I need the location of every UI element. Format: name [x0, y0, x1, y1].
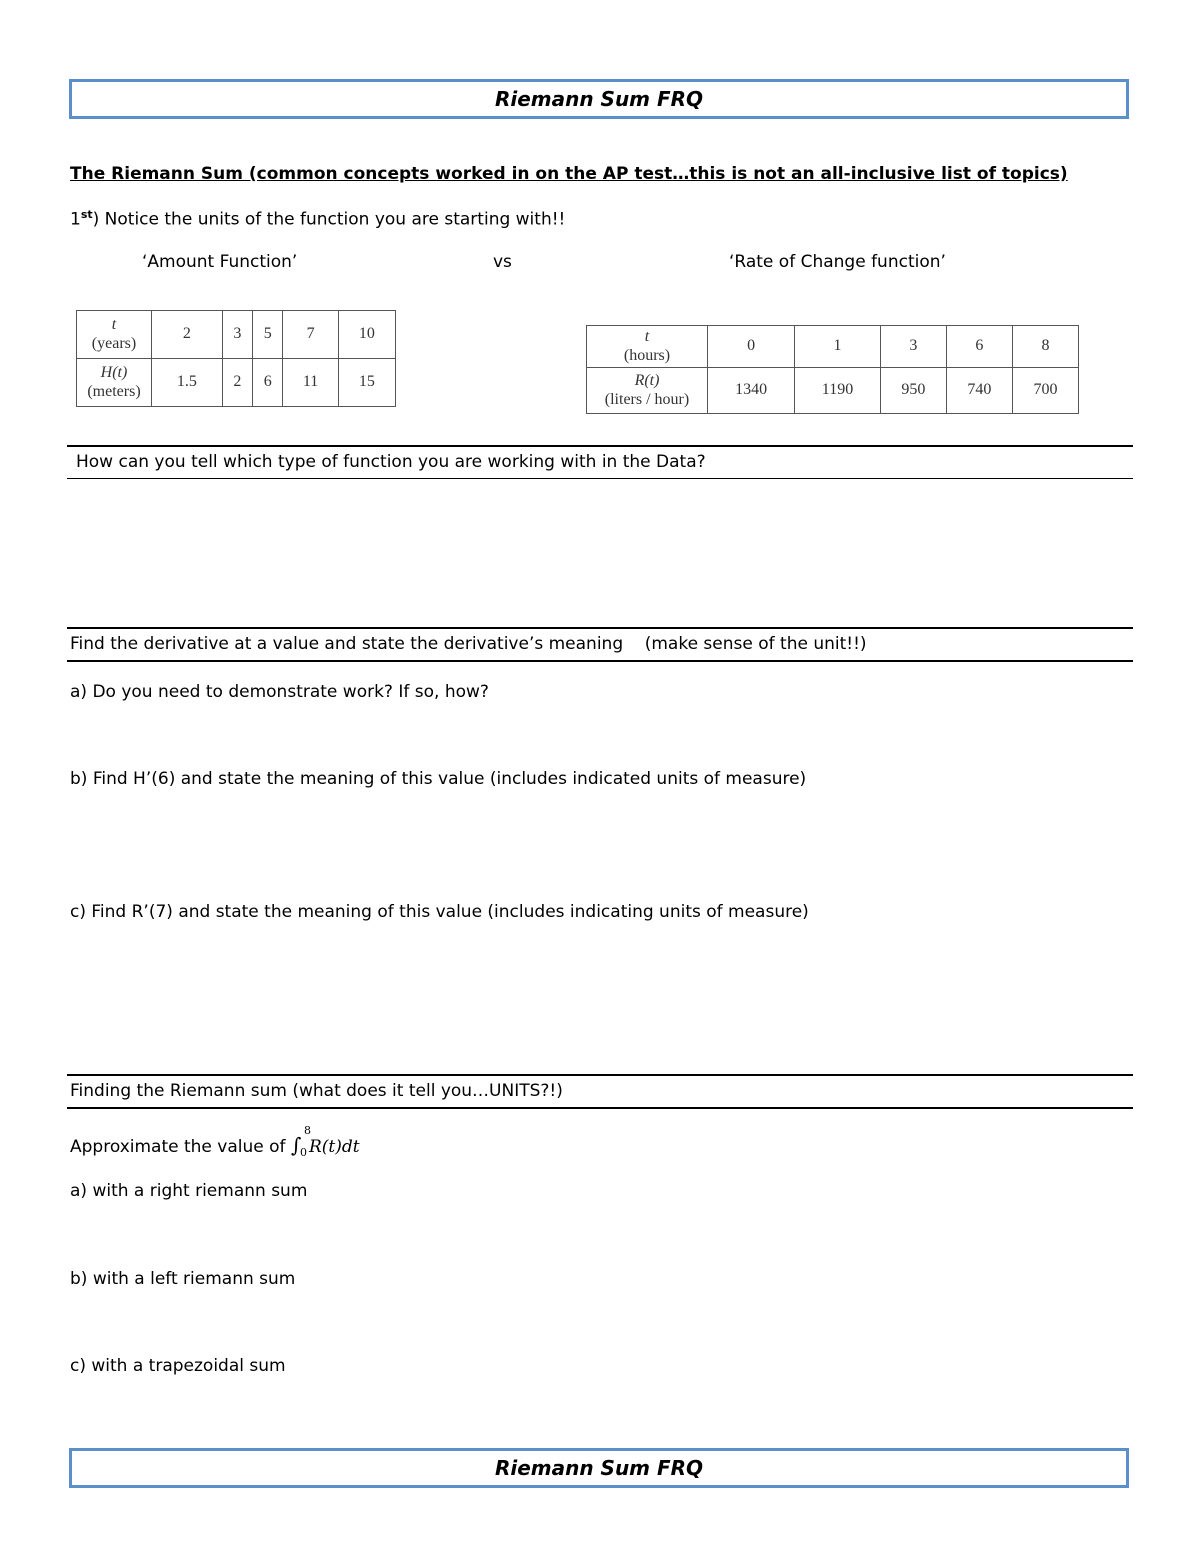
divider — [67, 1107, 1133, 1109]
divider — [67, 445, 1133, 447]
integral-sign-icon: ∫ — [290, 1133, 302, 1157]
table-header-cell — [77, 359, 152, 407]
amount-function-label: ‘Amount Function’ — [142, 252, 298, 272]
header-var: t — [644, 328, 650, 346]
section3-heading: Finding the Riemann sum (what does it tell you…UNITS?!) — [70, 1081, 563, 1101]
table-cell: 5 — [253, 311, 283, 359]
header-unit: (liters / hour) — [604, 390, 690, 408]
table-cell: 10 — [338, 311, 395, 359]
divider — [67, 1074, 1133, 1076]
section3-question-b: b) with a left riemann sum — [70, 1269, 296, 1289]
table-row — [587, 368, 1079, 414]
table-row — [77, 311, 396, 359]
table-cell: 15 — [338, 359, 395, 407]
section2-question-b: b) Find H’(6) and state the meaning of this value (includes indicated units of measure) — [70, 769, 807, 789]
section3-question-a: a) with a right riemann sum — [70, 1181, 308, 1201]
footer-title-box — [69, 1448, 1129, 1488]
section2-question-a: a) Do you need to demonstrate work? If so, how? — [70, 682, 489, 702]
table-cell: 1340 — [708, 368, 795, 414]
amount-table — [76, 310, 396, 407]
step-text: ) Notice the units of the function you are starting with!! — [92, 209, 566, 230]
section2-question-c: c) Find R’(7) and state the meaning of this value (includes indicating units of measure) — [70, 902, 809, 922]
approximate-text: Approximate the value of — [70, 1137, 286, 1157]
rate-table — [586, 325, 1079, 414]
section2-heading: Find the derivative at a value and state the derivative’s meaning (make sense of the unit!!) — [70, 634, 867, 654]
header-var: R(t) — [634, 372, 660, 390]
integral-lower-limit: 0 — [299, 1146, 307, 1159]
vs-label: vs — [493, 252, 512, 272]
table-header-cell — [77, 311, 152, 359]
divider — [67, 478, 1133, 479]
intro-heading: The Riemann Sum (common concepts worked in on the AP test…this is not an all-inclusive list of topics) — [70, 164, 1068, 184]
table-cell: 11 — [283, 359, 338, 407]
table-cell: 0 — [708, 326, 795, 368]
page-title-box — [69, 79, 1129, 119]
table-cell: 3 — [222, 311, 252, 359]
footer-title: Riemann Sum FRQ — [494, 1456, 704, 1480]
table-header-cell — [587, 368, 708, 414]
header-unit: (meters) — [87, 382, 141, 400]
table-header-cell — [587, 326, 708, 368]
integral-upper-limit: 8 — [303, 1124, 311, 1137]
step-number: 1 — [70, 209, 81, 230]
table-cell: 740 — [946, 368, 1012, 414]
table-cell: 950 — [880, 368, 946, 414]
table-row — [587, 326, 1079, 368]
table-row — [77, 359, 396, 407]
table-cell: 7 — [283, 311, 338, 359]
section3-question-c: c) with a trapezoidal sum — [70, 1356, 286, 1376]
step-superscript: st — [80, 208, 93, 221]
step-one — [70, 208, 565, 230]
section1-question: How can you tell which type of function you are working with in the Data? — [76, 452, 706, 472]
table-cell: 1.5 — [152, 359, 223, 407]
approximate-prompt — [70, 1124, 360, 1159]
table-cell: 700 — [1012, 368, 1078, 414]
header-unit: (hours) — [623, 346, 671, 364]
table-cell: 6 — [253, 359, 283, 407]
table-cell: 2 — [152, 311, 223, 359]
header-unit: (years) — [91, 334, 137, 352]
integrand: R(t)dt — [308, 1137, 360, 1157]
table-cell: 3 — [880, 326, 946, 368]
table-cell: 2 — [222, 359, 252, 407]
divider — [67, 660, 1133, 662]
table-cell: 1 — [795, 326, 881, 368]
table-cell: 1190 — [795, 368, 881, 414]
divider — [67, 627, 1133, 629]
header-var: H(t) — [100, 364, 128, 382]
page-title: Riemann Sum FRQ — [494, 87, 704, 111]
header-var: t — [111, 316, 117, 334]
integral-expression — [290, 1124, 311, 1159]
table-cell: 6 — [946, 326, 1012, 368]
rate-function-label: ‘Rate of Change function’ — [729, 252, 946, 272]
table-cell: 8 — [1012, 326, 1078, 368]
